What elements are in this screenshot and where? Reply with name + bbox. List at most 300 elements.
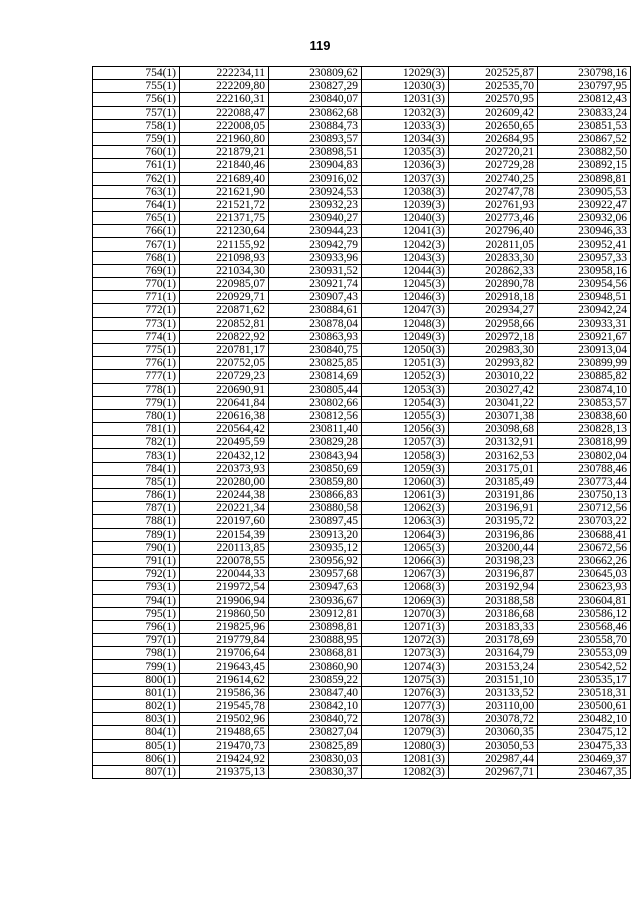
x-coordinate-cell: 203132,91 [449, 436, 538, 449]
y-coordinate-cell: 230946,33 [538, 225, 631, 238]
y-coordinate-cell: 230948,51 [538, 291, 631, 304]
y-coordinate-cell: 230662,26 [538, 554, 631, 567]
point-id-cell: 12068(3) [362, 581, 449, 594]
y-coordinate-cell: 230916,02 [269, 172, 362, 185]
table-row [93, 238, 631, 251]
y-coordinate-cell: 230535,17 [538, 673, 631, 686]
y-coordinate-cell: 230688,41 [538, 528, 631, 541]
x-coordinate-cell: 219779,84 [180, 634, 269, 647]
y-coordinate-cell: 230838,60 [538, 409, 631, 422]
point-id-cell: 12071(3) [362, 620, 449, 633]
table-row [93, 752, 631, 765]
x-coordinate-cell: 203198,23 [449, 554, 538, 567]
y-coordinate-cell: 230882,50 [538, 146, 631, 159]
y-coordinate-cell: 230850,69 [269, 462, 362, 475]
table-row [93, 67, 631, 80]
y-coordinate-cell: 230833,24 [538, 106, 631, 119]
x-coordinate-cell: 219706,64 [180, 647, 269, 660]
x-coordinate-cell: 221960,80 [180, 132, 269, 145]
y-coordinate-cell: 230884,73 [269, 119, 362, 132]
point-id-cell: 757(1) [93, 106, 180, 119]
table-row [93, 686, 631, 699]
table-row [93, 634, 631, 647]
x-coordinate-cell: 203178,69 [449, 634, 538, 647]
point-id-cell: 765(1) [93, 212, 180, 225]
x-coordinate-cell: 203041,22 [449, 396, 538, 409]
x-coordinate-cell: 202570,95 [449, 93, 538, 106]
point-id-cell: 12035(3) [362, 146, 449, 159]
x-coordinate-cell: 222008,05 [180, 119, 269, 132]
table-row [93, 198, 631, 211]
point-id-cell: 12075(3) [362, 673, 449, 686]
y-coordinate-cell: 230862,68 [269, 106, 362, 119]
point-id-cell: 12033(3) [362, 119, 449, 132]
point-id-cell: 789(1) [93, 528, 180, 541]
y-coordinate-cell: 230905,53 [538, 185, 631, 198]
point-id-cell: 758(1) [93, 119, 180, 132]
table-row [93, 172, 631, 185]
point-id-cell: 12078(3) [362, 713, 449, 726]
x-coordinate-cell: 220432,12 [180, 449, 269, 462]
y-coordinate-cell: 230812,56 [269, 409, 362, 422]
point-id-cell: 12032(3) [362, 106, 449, 119]
point-id-cell: 12038(3) [362, 185, 449, 198]
point-id-cell: 12037(3) [362, 172, 449, 185]
point-id-cell: 12053(3) [362, 383, 449, 396]
x-coordinate-cell: 219643,45 [180, 660, 269, 673]
table-row [93, 647, 631, 660]
point-id-cell: 779(1) [93, 396, 180, 409]
x-coordinate-cell: 220221,34 [180, 502, 269, 515]
y-coordinate-cell: 230936,67 [269, 594, 362, 607]
table-row [93, 462, 631, 475]
x-coordinate-cell: 221371,75 [180, 212, 269, 225]
x-coordinate-cell: 202535,70 [449, 80, 538, 93]
table-row [93, 357, 631, 370]
point-id-cell: 12069(3) [362, 594, 449, 607]
point-id-cell: 801(1) [93, 686, 180, 699]
x-coordinate-cell: 203183,33 [449, 620, 538, 633]
x-coordinate-cell: 221521,72 [180, 198, 269, 211]
x-coordinate-cell: 202796,40 [449, 225, 538, 238]
point-id-cell: 12063(3) [362, 515, 449, 528]
x-coordinate-cell: 202972,18 [449, 330, 538, 343]
table-row [93, 251, 631, 264]
y-coordinate-cell: 230818,99 [538, 436, 631, 449]
point-id-cell: 12080(3) [362, 739, 449, 752]
x-coordinate-cell: 203151,10 [449, 673, 538, 686]
point-id-cell: 795(1) [93, 607, 180, 620]
table-row [93, 185, 631, 198]
y-coordinate-cell: 230843,94 [269, 449, 362, 462]
point-id-cell: 755(1) [93, 80, 180, 93]
point-id-cell: 12051(3) [362, 357, 449, 370]
x-coordinate-cell: 219502,96 [180, 713, 269, 726]
point-id-cell: 12056(3) [362, 423, 449, 436]
x-coordinate-cell: 202747,78 [449, 185, 538, 198]
x-coordinate-cell: 202773,46 [449, 212, 538, 225]
coordinates-table-body [93, 67, 631, 779]
x-coordinate-cell: 220078,55 [180, 554, 269, 567]
point-id-cell: 782(1) [93, 436, 180, 449]
x-coordinate-cell: 221621,90 [180, 185, 269, 198]
x-coordinate-cell: 203027,42 [449, 383, 538, 396]
y-coordinate-cell: 230935,12 [269, 541, 362, 554]
y-coordinate-cell: 230825,85 [269, 357, 362, 370]
point-id-cell: 12030(3) [362, 80, 449, 93]
y-coordinate-cell: 230888,95 [269, 634, 362, 647]
point-id-cell: 791(1) [93, 554, 180, 567]
y-coordinate-cell: 230830,37 [269, 765, 362, 778]
y-coordinate-cell: 230812,43 [538, 93, 631, 106]
point-id-cell: 12070(3) [362, 607, 449, 620]
x-coordinate-cell: 203192,94 [449, 581, 538, 594]
x-coordinate-cell: 219972,54 [180, 581, 269, 594]
x-coordinate-cell: 222209,80 [180, 80, 269, 93]
x-coordinate-cell: 220197,60 [180, 515, 269, 528]
table-row [93, 409, 631, 422]
y-coordinate-cell: 230921,74 [269, 278, 362, 291]
x-coordinate-cell: 202987,44 [449, 752, 538, 765]
x-coordinate-cell: 203071,38 [449, 409, 538, 422]
y-coordinate-cell: 230944,23 [269, 225, 362, 238]
x-coordinate-cell: 202650,65 [449, 119, 538, 132]
point-id-cell: 798(1) [93, 647, 180, 660]
y-coordinate-cell: 230860,90 [269, 660, 362, 673]
point-id-cell: 788(1) [93, 515, 180, 528]
table-row [93, 132, 631, 145]
table-row [93, 317, 631, 330]
y-coordinate-cell: 230859,22 [269, 673, 362, 686]
point-id-cell: 12058(3) [362, 449, 449, 462]
y-coordinate-cell: 230921,67 [538, 330, 631, 343]
x-coordinate-cell: 203110,00 [449, 700, 538, 713]
table-row [93, 423, 631, 436]
y-coordinate-cell: 230924,53 [269, 185, 362, 198]
table-row [93, 119, 631, 132]
x-coordinate-cell: 221155,92 [180, 238, 269, 251]
point-id-cell: 761(1) [93, 159, 180, 172]
point-id-cell: 807(1) [93, 765, 180, 778]
x-coordinate-cell: 220822,92 [180, 330, 269, 343]
y-coordinate-cell: 230892,15 [538, 159, 631, 172]
x-coordinate-cell: 220690,91 [180, 383, 269, 396]
point-id-cell: 12060(3) [362, 475, 449, 488]
table-row [93, 264, 631, 277]
point-id-cell: 12054(3) [362, 396, 449, 409]
x-coordinate-cell: 219825,96 [180, 620, 269, 633]
x-coordinate-cell: 221840,46 [180, 159, 269, 172]
point-id-cell: 769(1) [93, 264, 180, 277]
x-coordinate-cell: 221034,30 [180, 264, 269, 277]
point-id-cell: 12059(3) [362, 462, 449, 475]
table-row [93, 370, 631, 383]
y-coordinate-cell: 230853,57 [538, 396, 631, 409]
x-coordinate-cell: 220280,00 [180, 475, 269, 488]
point-id-cell: 12076(3) [362, 686, 449, 699]
x-coordinate-cell: 203196,87 [449, 568, 538, 581]
y-coordinate-cell: 230518,31 [538, 686, 631, 699]
table-row [93, 554, 631, 567]
point-id-cell: 12040(3) [362, 212, 449, 225]
x-coordinate-cell: 219424,92 [180, 752, 269, 765]
y-coordinate-cell: 230851,53 [538, 119, 631, 132]
point-id-cell: 762(1) [93, 172, 180, 185]
y-coordinate-cell: 230829,28 [269, 436, 362, 449]
x-coordinate-cell: 202740,25 [449, 172, 538, 185]
y-coordinate-cell: 230942,79 [269, 238, 362, 251]
table-row [93, 396, 631, 409]
point-id-cell: 763(1) [93, 185, 180, 198]
point-id-cell: 12079(3) [362, 726, 449, 739]
point-id-cell: 12057(3) [362, 436, 449, 449]
table-row [93, 146, 631, 159]
x-coordinate-cell: 202761,93 [449, 198, 538, 211]
table-row [93, 278, 631, 291]
point-id-cell: 12046(3) [362, 291, 449, 304]
table-row [93, 304, 631, 317]
x-coordinate-cell: 203188,58 [449, 594, 538, 607]
point-id-cell: 12041(3) [362, 225, 449, 238]
x-coordinate-cell: 203010,22 [449, 370, 538, 383]
x-coordinate-cell: 219375,13 [180, 765, 269, 778]
x-coordinate-cell: 203200,44 [449, 541, 538, 554]
table-row [93, 449, 631, 462]
x-coordinate-cell: 221689,40 [180, 172, 269, 185]
table-row [93, 291, 631, 304]
point-id-cell: 764(1) [93, 198, 180, 211]
x-coordinate-cell: 203164,79 [449, 647, 538, 660]
y-coordinate-cell: 230874,10 [538, 383, 631, 396]
x-coordinate-cell: 220729,23 [180, 370, 269, 383]
x-coordinate-cell: 220373,93 [180, 462, 269, 475]
y-coordinate-cell: 230828,13 [538, 423, 631, 436]
point-id-cell: 805(1) [93, 739, 180, 752]
y-coordinate-cell: 230558,70 [538, 634, 631, 647]
point-id-cell: 784(1) [93, 462, 180, 475]
point-id-cell: 754(1) [93, 67, 180, 80]
table-row [93, 765, 631, 778]
point-id-cell: 774(1) [93, 330, 180, 343]
point-id-cell: 12036(3) [362, 159, 449, 172]
x-coordinate-cell: 203133,52 [449, 686, 538, 699]
x-coordinate-cell: 202993,82 [449, 357, 538, 370]
y-coordinate-cell: 230568,46 [538, 620, 631, 633]
point-id-cell: 12045(3) [362, 278, 449, 291]
table-row [93, 93, 631, 106]
y-coordinate-cell: 230827,04 [269, 726, 362, 739]
y-coordinate-cell: 230913,04 [538, 343, 631, 356]
y-coordinate-cell: 230957,33 [538, 251, 631, 264]
x-coordinate-cell: 222088,47 [180, 106, 269, 119]
y-coordinate-cell: 230802,66 [269, 396, 362, 409]
y-coordinate-cell: 230866,83 [269, 489, 362, 502]
table-row [93, 436, 631, 449]
point-id-cell: 773(1) [93, 317, 180, 330]
x-coordinate-cell: 220564,42 [180, 423, 269, 436]
y-coordinate-cell: 230712,56 [538, 502, 631, 515]
y-coordinate-cell: 230847,40 [269, 686, 362, 699]
point-id-cell: 12064(3) [362, 528, 449, 541]
y-coordinate-cell: 230912,81 [269, 607, 362, 620]
x-coordinate-cell: 220781,17 [180, 343, 269, 356]
x-coordinate-cell: 203098,68 [449, 423, 538, 436]
y-coordinate-cell: 230913,20 [269, 528, 362, 541]
point-id-cell: 760(1) [93, 146, 180, 159]
table-row [93, 607, 631, 620]
point-id-cell: 783(1) [93, 449, 180, 462]
y-coordinate-cell: 230898,81 [269, 620, 362, 633]
y-coordinate-cell: 230672,56 [538, 541, 631, 554]
x-coordinate-cell: 222234,11 [180, 67, 269, 80]
y-coordinate-cell: 230827,29 [269, 80, 362, 93]
y-coordinate-cell: 230703,22 [538, 515, 631, 528]
y-coordinate-cell: 230788,46 [538, 462, 631, 475]
y-coordinate-cell: 230750,13 [538, 489, 631, 502]
x-coordinate-cell: 202720,21 [449, 146, 538, 159]
point-id-cell: 802(1) [93, 700, 180, 713]
x-coordinate-cell: 202890,78 [449, 278, 538, 291]
x-coordinate-cell: 202609,42 [449, 106, 538, 119]
y-coordinate-cell: 230958,16 [538, 264, 631, 277]
y-coordinate-cell: 230863,93 [269, 330, 362, 343]
y-coordinate-cell: 230809,62 [269, 67, 362, 80]
point-id-cell: 794(1) [93, 594, 180, 607]
y-coordinate-cell: 230500,61 [538, 700, 631, 713]
point-id-cell: 768(1) [93, 251, 180, 264]
x-coordinate-cell: 203162,53 [449, 449, 538, 462]
y-coordinate-cell: 230814,69 [269, 370, 362, 383]
x-coordinate-cell: 203175,01 [449, 462, 538, 475]
table-row [93, 700, 631, 713]
y-coordinate-cell: 230898,81 [538, 172, 631, 185]
x-coordinate-cell: 202967,71 [449, 765, 538, 778]
point-id-cell: 800(1) [93, 673, 180, 686]
point-id-cell: 12034(3) [362, 132, 449, 145]
x-coordinate-cell: 220871,62 [180, 304, 269, 317]
y-coordinate-cell: 230933,96 [269, 251, 362, 264]
point-id-cell: 786(1) [93, 489, 180, 502]
table-row [93, 502, 631, 515]
x-coordinate-cell: 219906,94 [180, 594, 269, 607]
table-row [93, 383, 631, 396]
x-coordinate-cell: 202729,28 [449, 159, 538, 172]
point-id-cell: 12047(3) [362, 304, 449, 317]
x-coordinate-cell: 220641,84 [180, 396, 269, 409]
point-id-cell: 777(1) [93, 370, 180, 383]
y-coordinate-cell: 230907,43 [269, 291, 362, 304]
y-coordinate-cell: 230475,12 [538, 726, 631, 739]
x-coordinate-cell: 219860,50 [180, 607, 269, 620]
table-row [93, 106, 631, 119]
y-coordinate-cell: 230825,89 [269, 739, 362, 752]
y-coordinate-cell: 230952,41 [538, 238, 631, 251]
x-coordinate-cell: 219545,78 [180, 700, 269, 713]
point-id-cell: 793(1) [93, 581, 180, 594]
point-id-cell: 12073(3) [362, 647, 449, 660]
point-id-cell: 12065(3) [362, 541, 449, 554]
y-coordinate-cell: 230467,35 [538, 765, 631, 778]
y-coordinate-cell: 230942,24 [538, 304, 631, 317]
y-coordinate-cell: 230880,58 [269, 502, 362, 515]
point-id-cell: 12049(3) [362, 330, 449, 343]
x-coordinate-cell: 202684,95 [449, 132, 538, 145]
point-id-cell: 12077(3) [362, 700, 449, 713]
table-row [93, 581, 631, 594]
y-coordinate-cell: 230604,81 [538, 594, 631, 607]
table-row [93, 343, 631, 356]
table-row [93, 475, 631, 488]
point-id-cell: 796(1) [93, 620, 180, 633]
y-coordinate-cell: 230940,27 [269, 212, 362, 225]
y-coordinate-cell: 230899,99 [538, 357, 631, 370]
point-id-cell: 780(1) [93, 409, 180, 422]
y-coordinate-cell: 230840,07 [269, 93, 362, 106]
y-coordinate-cell: 230898,51 [269, 146, 362, 159]
point-id-cell: 775(1) [93, 343, 180, 356]
x-coordinate-cell: 219470,73 [180, 739, 269, 752]
x-coordinate-cell: 202862,33 [449, 264, 538, 277]
x-coordinate-cell: 220495,59 [180, 436, 269, 449]
x-coordinate-cell: 220154,39 [180, 528, 269, 541]
point-id-cell: 771(1) [93, 291, 180, 304]
x-coordinate-cell: 220044,33 [180, 568, 269, 581]
table-row [93, 212, 631, 225]
y-coordinate-cell: 230773,44 [538, 475, 631, 488]
point-id-cell: 12067(3) [362, 568, 449, 581]
y-coordinate-cell: 230840,75 [269, 343, 362, 356]
table-row [93, 594, 631, 607]
x-coordinate-cell: 203060,35 [449, 726, 538, 739]
point-id-cell: 12055(3) [362, 409, 449, 422]
point-id-cell: 806(1) [93, 752, 180, 765]
y-coordinate-cell: 230878,04 [269, 317, 362, 330]
x-coordinate-cell: 220929,71 [180, 291, 269, 304]
x-coordinate-cell: 220985,07 [180, 278, 269, 291]
point-id-cell: 776(1) [93, 357, 180, 370]
table-row [93, 726, 631, 739]
x-coordinate-cell: 220244,38 [180, 489, 269, 502]
x-coordinate-cell: 220113,85 [180, 541, 269, 554]
point-id-cell: 12048(3) [362, 317, 449, 330]
point-id-cell: 759(1) [93, 132, 180, 145]
point-id-cell: 790(1) [93, 541, 180, 554]
y-coordinate-cell: 230931,52 [269, 264, 362, 277]
y-coordinate-cell: 230802,04 [538, 449, 631, 462]
table-row [93, 673, 631, 686]
point-id-cell: 12066(3) [362, 554, 449, 567]
table-row [93, 739, 631, 752]
point-id-cell: 756(1) [93, 93, 180, 106]
point-id-cell: 799(1) [93, 660, 180, 673]
x-coordinate-cell: 203196,91 [449, 502, 538, 515]
y-coordinate-cell: 230884,61 [269, 304, 362, 317]
y-coordinate-cell: 230957,68 [269, 568, 362, 581]
y-coordinate-cell: 230475,33 [538, 739, 631, 752]
table-row [93, 568, 631, 581]
x-coordinate-cell: 203185,49 [449, 475, 538, 488]
y-coordinate-cell: 230469,37 [538, 752, 631, 765]
point-id-cell: 781(1) [93, 423, 180, 436]
x-coordinate-cell: 203186,68 [449, 607, 538, 620]
table-row [93, 489, 631, 502]
y-coordinate-cell: 230542,52 [538, 660, 631, 673]
point-id-cell: 803(1) [93, 713, 180, 726]
point-id-cell: 787(1) [93, 502, 180, 515]
y-coordinate-cell: 230933,31 [538, 317, 631, 330]
y-coordinate-cell: 230947,63 [269, 581, 362, 594]
point-id-cell: 804(1) [93, 726, 180, 739]
